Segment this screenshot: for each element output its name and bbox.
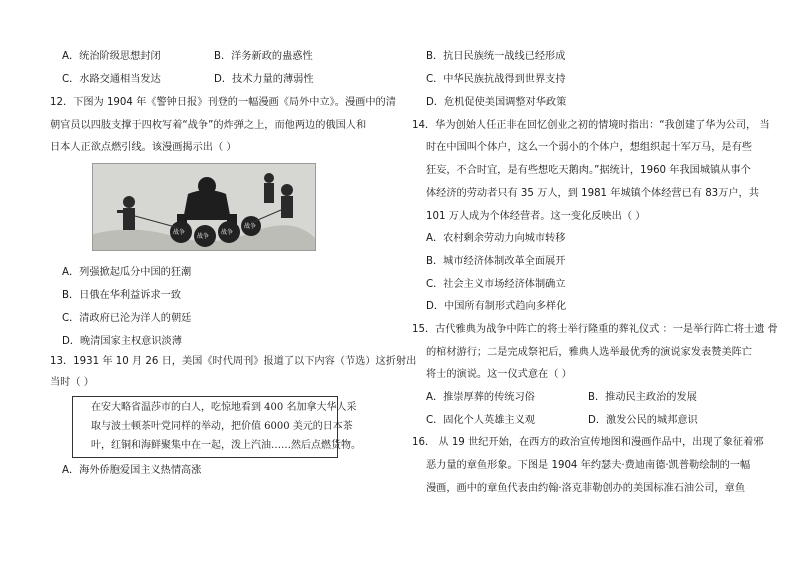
q13-option-d[interactable]: D．危机促使美国调整对华政策 <box>426 97 567 108</box>
q14-option-c[interactable]: C．社会主义市场经济体制确立 <box>426 279 566 290</box>
q13-option-a[interactable]: A．海外侨胞爱国主义热情高涨 <box>62 465 202 476</box>
q13-option-c[interactable]: C．中华民族抗战得到世界支持 <box>426 74 566 85</box>
bomb-label-4: 战争 <box>244 223 257 230</box>
q15-option-a[interactable]: A．推崇厚葬的传统习俗 <box>426 392 535 403</box>
q13-option-b[interactable]: B．抗日民族统一战线已经形成 <box>426 51 566 62</box>
q14-stem-line4: 体经济的劳动者只有 35 万人，到 1981 年城镇个体经营已有 83万户，共 <box>426 188 759 199</box>
q15-option-c[interactable]: C．固化个人英雄主义观 <box>426 415 535 426</box>
q12-stem-line1: 12．下图为 1904 年《警钟日报》刊登的一幅漫画《局外中立》。漫画中的清 <box>50 97 396 108</box>
q13-quote-line2: 取与波士顿茶叶党同样的举动，把价值 6000 美元的日本茶 <box>91 421 353 432</box>
q14-option-d[interactable]: D．中国所有制形式趋向多样化 <box>426 301 567 312</box>
q11-option-b[interactable]: B．洋务新政的蛊惑性 <box>214 51 313 62</box>
q13-stem-line2: 当时（ ） <box>50 377 94 388</box>
q13-quote-box <box>72 396 361 458</box>
bomb-label-2: 战争 <box>197 233 210 240</box>
bomb-label-1: 战争 <box>173 229 186 236</box>
q16-stem-line2: 恶力量的章鱼形象。下图是 1904 年约瑟夫·费迪南德·凯普勒绘制的一幅 <box>426 460 751 471</box>
q12-option-c[interactable]: C．清政府已沦为洋人的朝廷 <box>62 313 192 324</box>
q14-stem-line2: 时在中国叫个体户，这么一个弱小的个体户，想组织起十军万马，是有些 <box>426 142 752 153</box>
q12-option-b[interactable]: B．日俄在华利益诉求一致 <box>62 290 182 301</box>
q11-option-c[interactable]: C．水路交通相当发达 <box>62 74 161 85</box>
q14-option-b[interactable]: B．城市经济体制改革全面展开 <box>426 256 566 267</box>
q14-option-a[interactable]: A．农村剩余劳动力向城市转移 <box>426 233 566 244</box>
q11-option-a[interactable]: A．统治阶级思想封闭 <box>62 51 161 62</box>
q12-option-d[interactable]: D．晚清国家主权意识淡薄 <box>62 336 182 347</box>
q16-stem-line1: 16． 从 19 世纪开始，在西方的政治宣传地图和漫画作品中，出现了象征着邪 <box>412 437 764 448</box>
q15-stem-line2: 的棺材游行；二是完成祭祀后，雅典人选举最优秀的演说家发表赞美阵亡 <box>426 347 752 358</box>
q15-option-b[interactable]: B．推动民主政治的发展 <box>588 392 697 403</box>
q12-stem-line2: 朝官员以四肢支撑于四枚写着“战争”的炸弹之上，而他两边的俄国人和 <box>50 120 367 131</box>
q15-option-d[interactable]: D．激发公民的城邦意识 <box>588 415 698 426</box>
q11-option-d[interactable]: D．技术力量的薄弱性 <box>214 74 314 85</box>
q14-stem-line1: 14．华为创始人任正非在回忆创业之初的情境时指出：“我创建了华为公司， 当 <box>412 120 770 131</box>
q15-stem-line3: 将士的演说。这一仪式意在（ ） <box>426 369 572 380</box>
q15-stem-line1: 15．古代雅典为战争中阵亡的将士举行隆重的葬礼仪式 ：一是举行阵亡将士遗 骨 <box>412 324 778 335</box>
q12-stem-line3: 日本人正欲点燃引线。该漫画揭示出（ ） <box>50 142 237 153</box>
q16-stem-line3: 漫画，画中的章鱼代表由约翰·洛克菲勒创办的美国标准石油公司，章鱼 <box>426 483 746 494</box>
bomb-label-3: 战争 <box>221 229 234 236</box>
q13-quote-line1: 在安大略省温莎市的白人，吃惊地看到 400 名加拿大华人采 <box>91 402 357 413</box>
q14-stem-line3: 狂妄，不合时宜，是有些想吃天鹅肉。”据统计，1960 年我国城镇从事个 <box>426 165 751 176</box>
q13-stem-line1: 13．1931 年 10 月 26 日，美国《时代周刊》报道了以下内容（节选）这折射出 <box>50 356 417 367</box>
q14-stem-line5: 101 万人成为个体经营者。这一变化反映出（ ） <box>426 211 646 222</box>
q12-cartoon-image <box>92 163 316 251</box>
q12-option-a[interactable]: A．列强掀起瓜分中国的狂潮 <box>62 267 192 278</box>
q13-quote-line3: 叶，红铜和海鲜聚集中在一起，泼上汽油……然后点燃货物。 <box>91 440 361 451</box>
